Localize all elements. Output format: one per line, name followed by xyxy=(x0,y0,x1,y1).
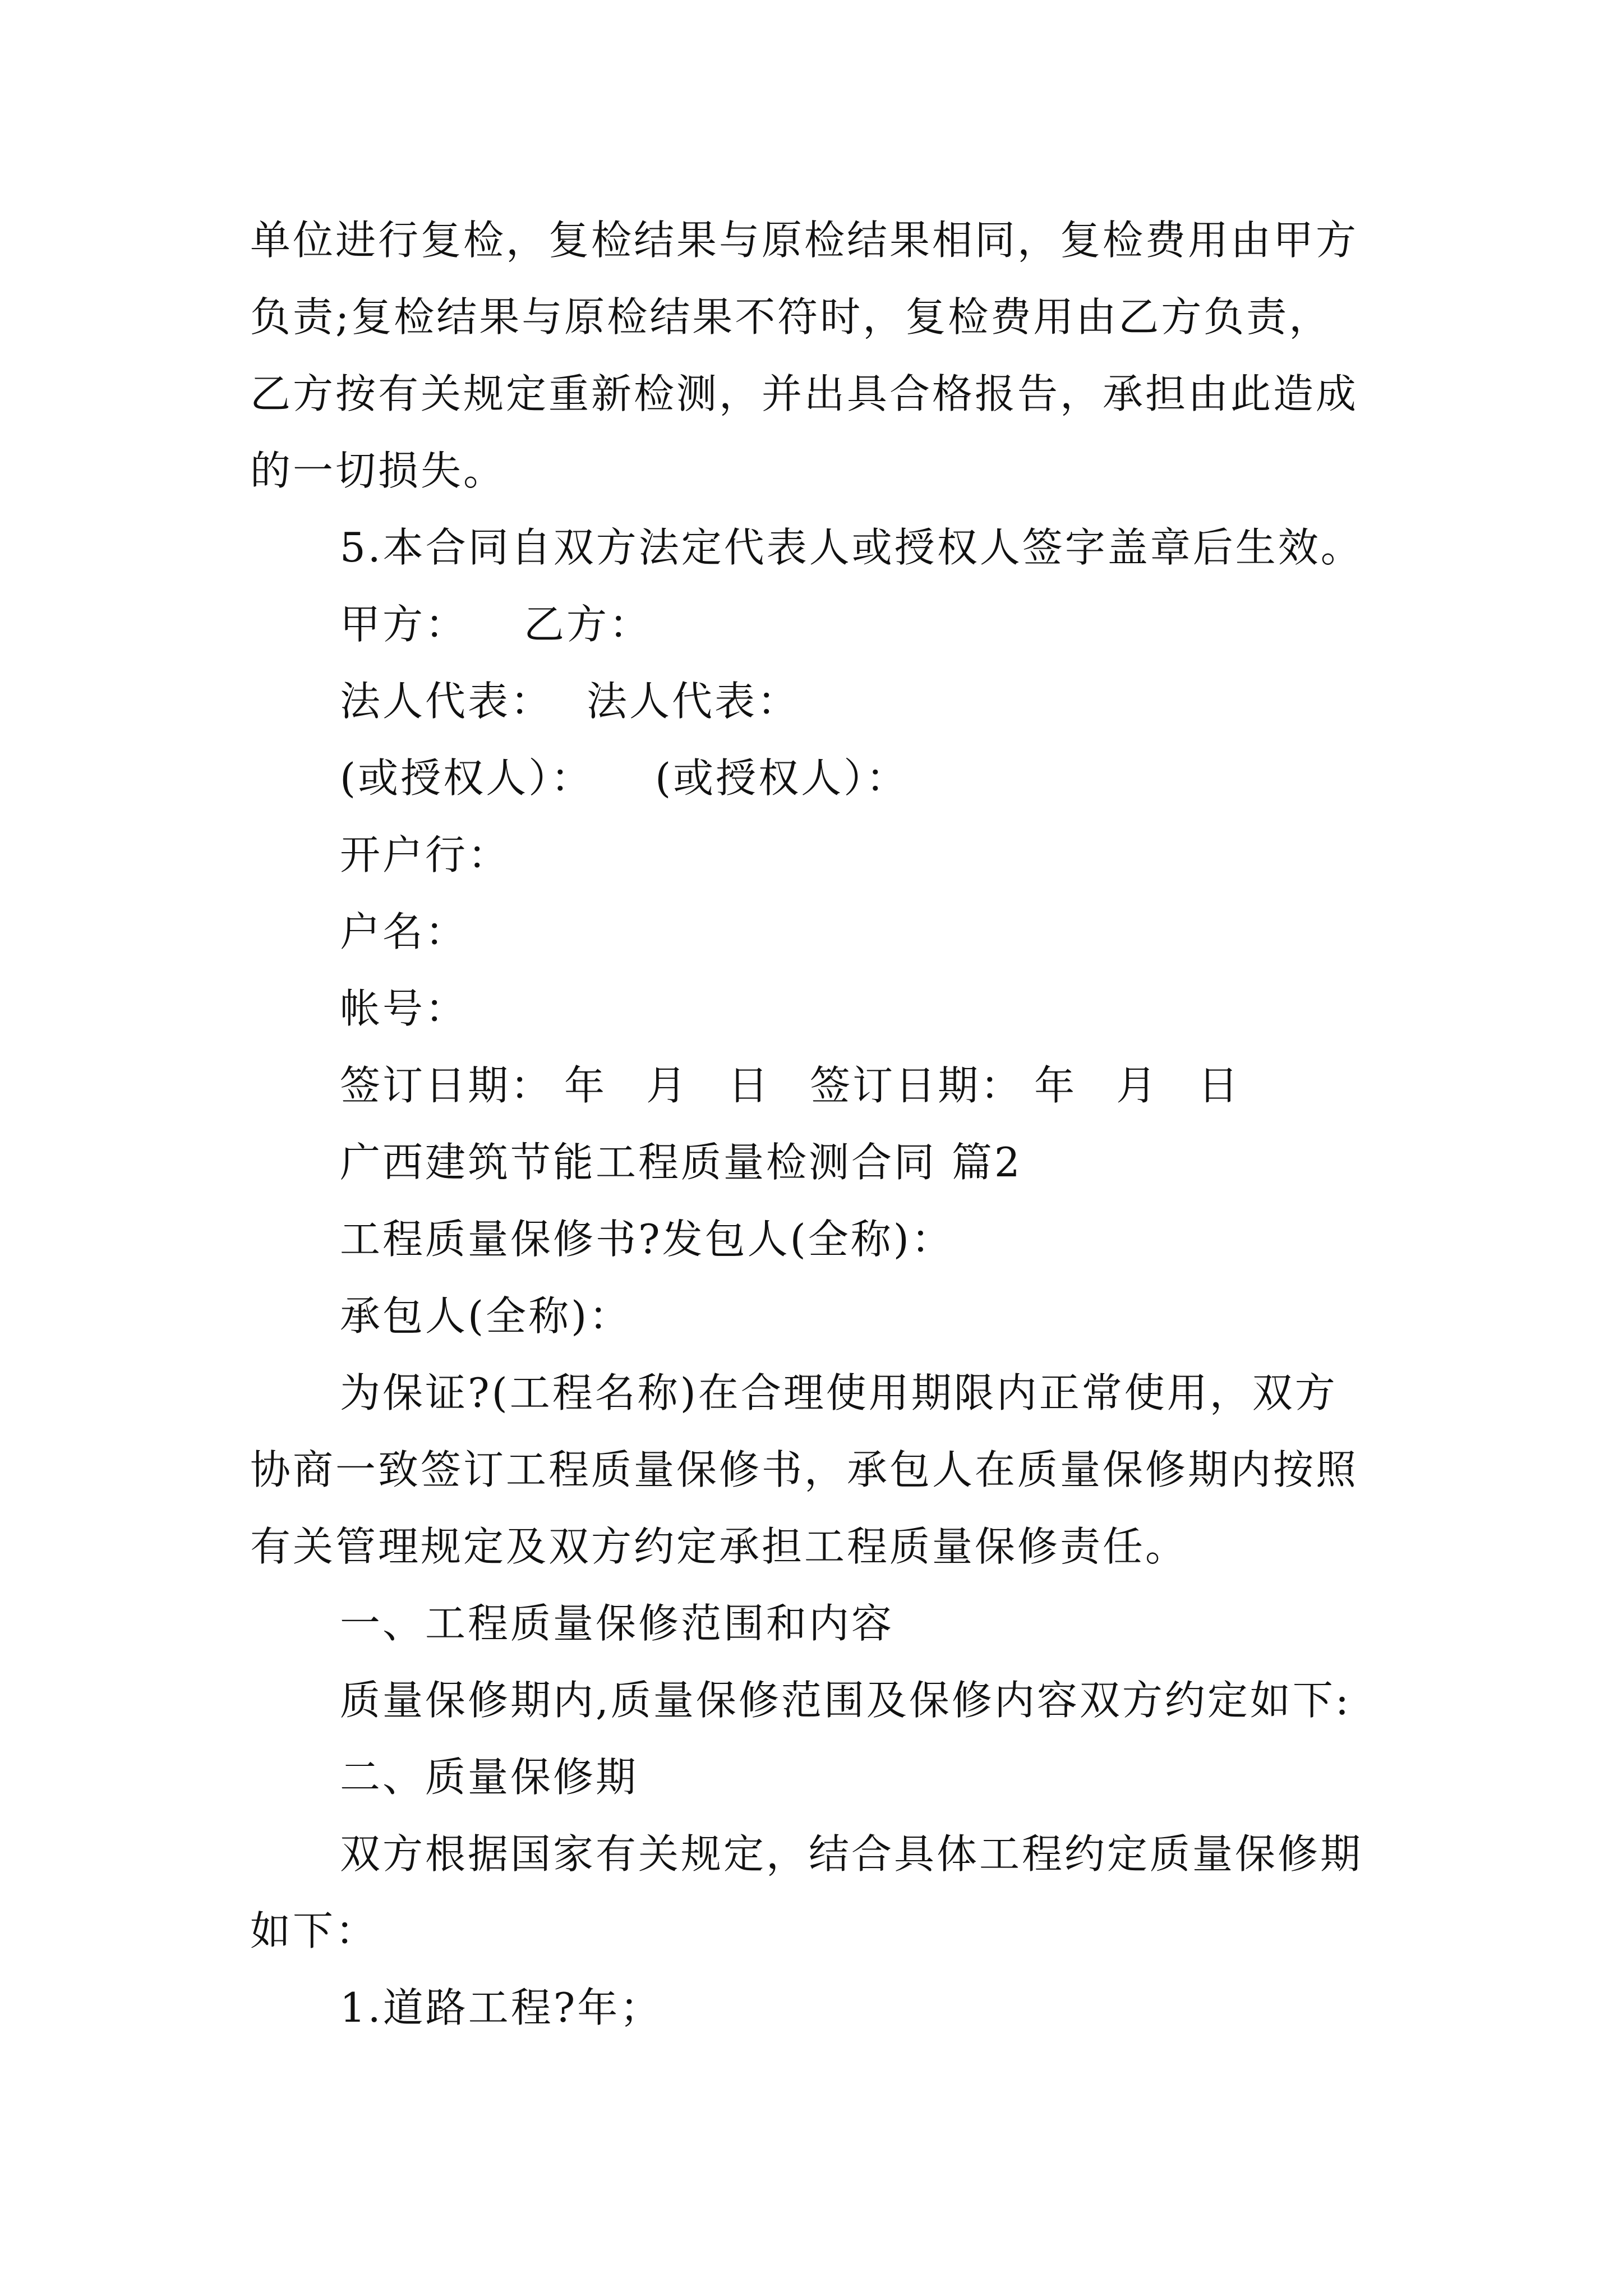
legal-rep-b-label: 法人代表： xyxy=(587,678,800,725)
party-a-label: 甲方： xyxy=(340,601,468,648)
list-item: 1.道路工程?年； xyxy=(340,1984,663,2031)
date-year-a: 年 xyxy=(564,1062,607,1109)
scope-text: 质量保修期内,质量保修范围及保修内容双方约定如下: xyxy=(340,1677,1352,1724)
section-title: 广西建筑节能工程质量检测合同 篇2 xyxy=(340,1139,1022,1186)
paragraph-line: 乙方按有关规定重新检测，并出具合格报告，承担由此造成 xyxy=(250,370,1359,417)
paragraph-line: 双方根据国家有关规定，结合具体工程约定质量保修期 xyxy=(340,1830,1363,1878)
account-number-label: 帐号： xyxy=(340,985,468,1032)
date-day-a: 日 xyxy=(728,1062,771,1109)
paragraph-line: 如下： xyxy=(250,1907,379,1954)
date-year-b: 年 xyxy=(1034,1062,1077,1109)
legal-rep-row xyxy=(250,663,1394,740)
paragraph-line: 负责;复检结果与原检结果不符时，复检费用由乙方负责， xyxy=(250,293,1332,341)
clause-5: 5.本合同自双方法定代表人或授权人签字盖章后生效。 xyxy=(340,524,1363,571)
paragraph-line: 有关管理规定及双方约定承担工程质量保修责任。 xyxy=(250,1523,1188,1570)
authorized-row xyxy=(250,740,1394,817)
signing-date-b-label: 签订日期： xyxy=(810,1062,1023,1109)
party-row xyxy=(250,586,1394,663)
party-b-label: 乙方： xyxy=(524,601,652,648)
signing-date-a-label: 签订日期： xyxy=(340,1062,554,1109)
signing-date-row xyxy=(250,1047,1394,1124)
authorized-b-label: (或授权人）： xyxy=(655,754,909,802)
heading-warranty-period: 二、质量保修期 xyxy=(340,1754,639,1801)
paragraph-line: 的一切损失。 xyxy=(250,447,506,494)
warranty-intro: 工程质量保修书?发包人(全称)： xyxy=(340,1216,954,1263)
date-month-b: 月 xyxy=(1116,1062,1159,1109)
bank-label: 开户行： xyxy=(340,831,511,878)
document-body xyxy=(250,202,1394,2046)
date-day-b: 日 xyxy=(1198,1062,1241,1109)
paragraph-line: 单位进行复检，复检结果与原检结果相同，复检费用由甲方 xyxy=(250,217,1359,264)
paragraph-line: 协商一致签订工程质量保修书，承包人在质量保修期内按照 xyxy=(250,1446,1359,1493)
heading-scope: 一、工程质量保修范围和内容 xyxy=(340,1600,895,1647)
contractor-label: 承包人(全称)： xyxy=(340,1292,632,1340)
authorized-a-label: (或授权人）： xyxy=(340,754,594,802)
date-month-a: 月 xyxy=(646,1062,689,1109)
account-name-label: 户名： xyxy=(340,908,468,955)
legal-rep-a-label: 法人代表： xyxy=(340,678,554,725)
paragraph-line: 为保证?(工程名称)在合理使用期限内正常使用，双方 xyxy=(340,1369,1338,1416)
